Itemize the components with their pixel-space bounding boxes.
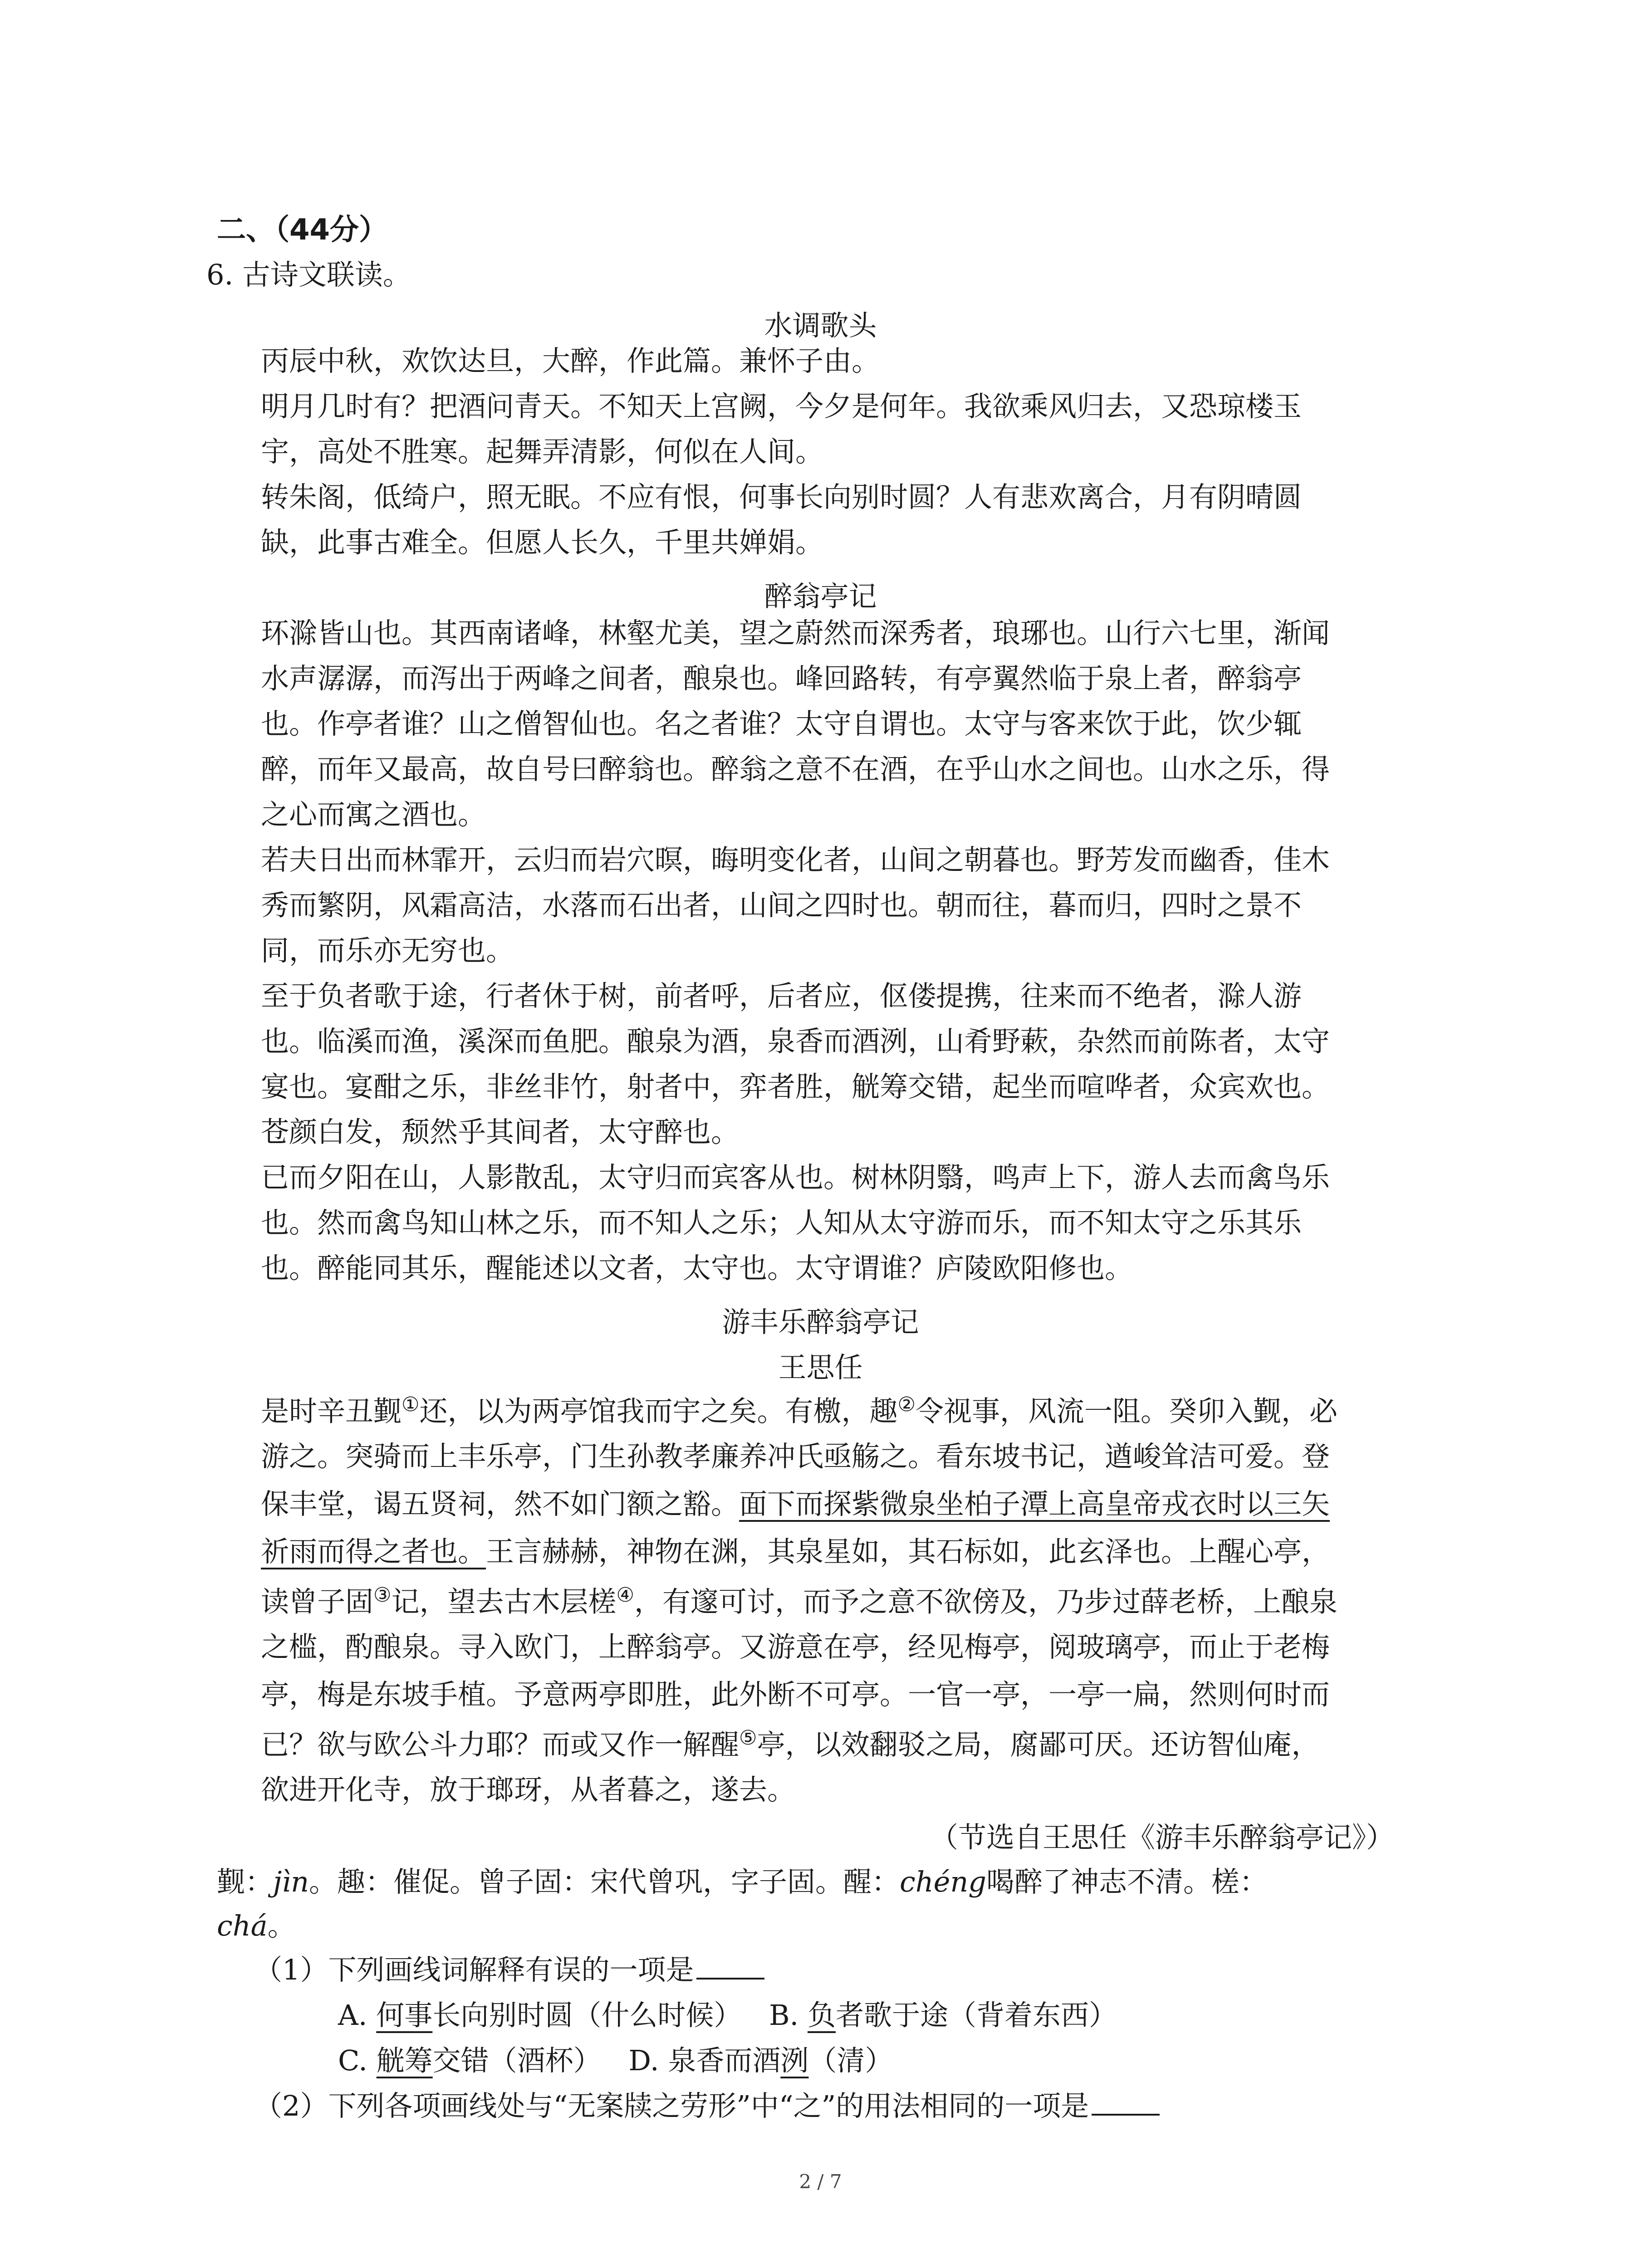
question-1-options-ab (338, 1999, 1117, 2032)
underlined-sentence: 面下而探紫微泉坐柏子潭上高皇帝戎衣时以三矢 (739, 1487, 1330, 1520)
poem-line: 明月几时有？把酒问青天。不知天上宫阙，今夕是何年。我欲乘风归去，又恐琼楼玉 (261, 390, 1302, 423)
note-marker: ④ (616, 1584, 634, 1607)
page-number: 2 / 7 (799, 2170, 842, 2193)
essay1-line: 之心而寓之酒也。 (261, 798, 486, 831)
essay1-line: 苍颜白发，颓然乎其间者，太守醉也。 (261, 1115, 740, 1149)
essay2-source: （节选自王思任《游丰乐醉翁亭记》） (930, 1821, 1395, 1854)
note-marker: ② (897, 1393, 916, 1416)
question-1-stem: （1）下列画线词解释有误的一项是 (254, 1956, 764, 1984)
answer-blank[interactable] (696, 1956, 764, 1980)
essay1-line: 若夫日出而林霏开，云归而岩穴暝，晦明变化者，山间之朝暮也。野芳发而幽香，佳木 (261, 843, 1330, 876)
essay1-line: 也。醉能同其乐，醒能述以文者，太守也。太守谓谁？庐陵欧阳修也。 (261, 1251, 1133, 1285)
essay1-line: 秀而繁阴，风霜高洁，水落而石出者，山间之四时也。朝而往，暮而归，四时之景不 (261, 889, 1302, 922)
notes-line: chá。 (217, 1909, 296, 1942)
section-heading: 二、（44分） (217, 213, 388, 247)
underlined-sentence: 祈雨而得之者也。 (261, 1535, 486, 1568)
option-d: D. 泉香而酒洌（清） (628, 2044, 893, 2077)
poem-preface: 丙辰中秋，欢饮达旦，大醉，作此篇。兼怀子由。 (261, 344, 880, 377)
essay1-line: 也。临溪而渔，溪深而鱼肥。酿泉为酒，泉香而酒洌，山肴野蔌，杂然而前陈者，太守 (261, 1025, 1330, 1058)
essay1-line: 也。作亭者谁？山之僧智仙也。名之者谁？太守自谓也。太守与客来饮于此，饮少辄 (261, 707, 1302, 740)
poem-title: 水调歌头 (764, 309, 877, 342)
notes-line: 觐：jìn。趣：催促。曾子固：宋代曾巩，字子固。醒：chéng喝醉了神志不清。槎： (217, 1865, 1268, 1898)
essay1-line: 醉，而年又最高，故自号曰醉翁也。醉翁之意不在酒，在乎山水之间也。山水之乐，得 (261, 753, 1330, 786)
essay2-line: 是时辛丑觐①还，以为两亭馆我而宇之矣。有檄，趣②令视事，风流一阻。癸卯入觐，必 (261, 1393, 1337, 1428)
essay2-title: 游丰乐醉翁亭记 (722, 1305, 919, 1339)
question-1-options-cd (338, 2044, 893, 2077)
question-intro: 6. 古诗文联读。 (206, 258, 411, 291)
note-marker: ③ (373, 1584, 392, 1607)
note-marker: ① (402, 1393, 420, 1416)
essay1-line: 水声潺潺，而泻出于两峰之间者，酿泉也。峰回路转，有亭翼然临于泉上者，醉翁亭 (261, 662, 1302, 695)
essay1-line: 已而夕阳在山，人影散乱，太守归而宾客从也。树林阴翳，鸣声上下，游人去而禽鸟乐 (261, 1161, 1330, 1194)
essay2-line: 游之。突骑而上丰乐亭，门生孙教孝廉养冲氏亟觞之。看东坡书记，遒峻耸洁可爱。登 (261, 1440, 1330, 1473)
essay2-line: 读曾子固③记，望去古木层槎④，有邃可讨，而予之意不欲傍及，乃步过薛老桥，上酿泉 (261, 1584, 1337, 1618)
essay1-line: 宴也。宴酣之乐，非丝非竹，射者中，弈者胜，觥筹交错，起坐而喧哗者，众宾欢也。 (261, 1070, 1330, 1103)
essay2-line: 祈雨而得之者也。王言赫赫，神物在渊，其泉星如，其石标如，此玄泽也。上醒心亭， (261, 1535, 1330, 1568)
essay2-line: 亭，梅是东坡手植。予意两亭即胜，此外断不可亭。一官一亭，一亭一扁，然则何时而 (261, 1678, 1330, 1711)
poem-line: 宇，高处不胜寒。起舞弄清影，何似在人间。 (261, 435, 824, 468)
question-2-stem: （2）下列各项画线处与“无案牍之劳形”中“之”的用法相同的一项是 (254, 2092, 1160, 2120)
essay1-line: 也。然而禽鸟知山林之乐，而不知人之乐；人知从太守游而乐，而不知太守之乐其乐 (261, 1206, 1302, 1239)
answer-blank[interactable] (1092, 2092, 1160, 2116)
option-b: B. 负者歌于途（背着东西） (769, 1999, 1117, 2032)
essay2-line: 欲进开化寺，放于瑯玡，从者暮之，遂去。 (261, 1773, 796, 1806)
note-marker: ⑤ (739, 1726, 757, 1750)
essay2-line: 已？欲与欧公斗力耶？而或又作一解醒⑤亭，以效翻驳之局，腐鄙可厌。还访智仙庵， (261, 1726, 1320, 1761)
option-c: C. 觥筹交错（酒杯） (338, 2044, 602, 2077)
essay2-author: 王思任 (778, 1351, 863, 1384)
poem-line: 缺，此事古难全。但愿人长久，千里共婵娟。 (261, 526, 824, 559)
essay2-line: 保丰堂，谒五贤祠，然不如门额之豁。面下而探紫微泉坐柏子潭上高皇帝戎衣时以三矢 (261, 1487, 1330, 1520)
essay1-line: 同，而乐亦无穷也。 (261, 934, 514, 967)
option-a: A. 何事长向别时圆（什么时候） (338, 1999, 742, 2032)
essay1-line: 至于负者歌于途，行者休于树，前者呼，后者应，伛偻提携，往来而不绝者，滁人游 (261, 979, 1302, 1012)
essay2-line: 之槛，酌酿泉。寻入欧门，上醉翁亭。又游意在亭，经见梅亭，阅玻璃亭，而止于老梅 (261, 1630, 1330, 1663)
poem-line: 转朱阁，低绮户，照无眠。不应有恨，何事长向别时圆？人有悲欢离合，月有阴晴圆 (261, 480, 1302, 513)
essay1-line: 环滁皆山也。其西南诸峰，林壑尤美，望之蔚然而深秀者，琅琊也。山行六七里，渐闻 (261, 616, 1330, 650)
essay1-title: 醉翁亭记 (764, 580, 877, 613)
